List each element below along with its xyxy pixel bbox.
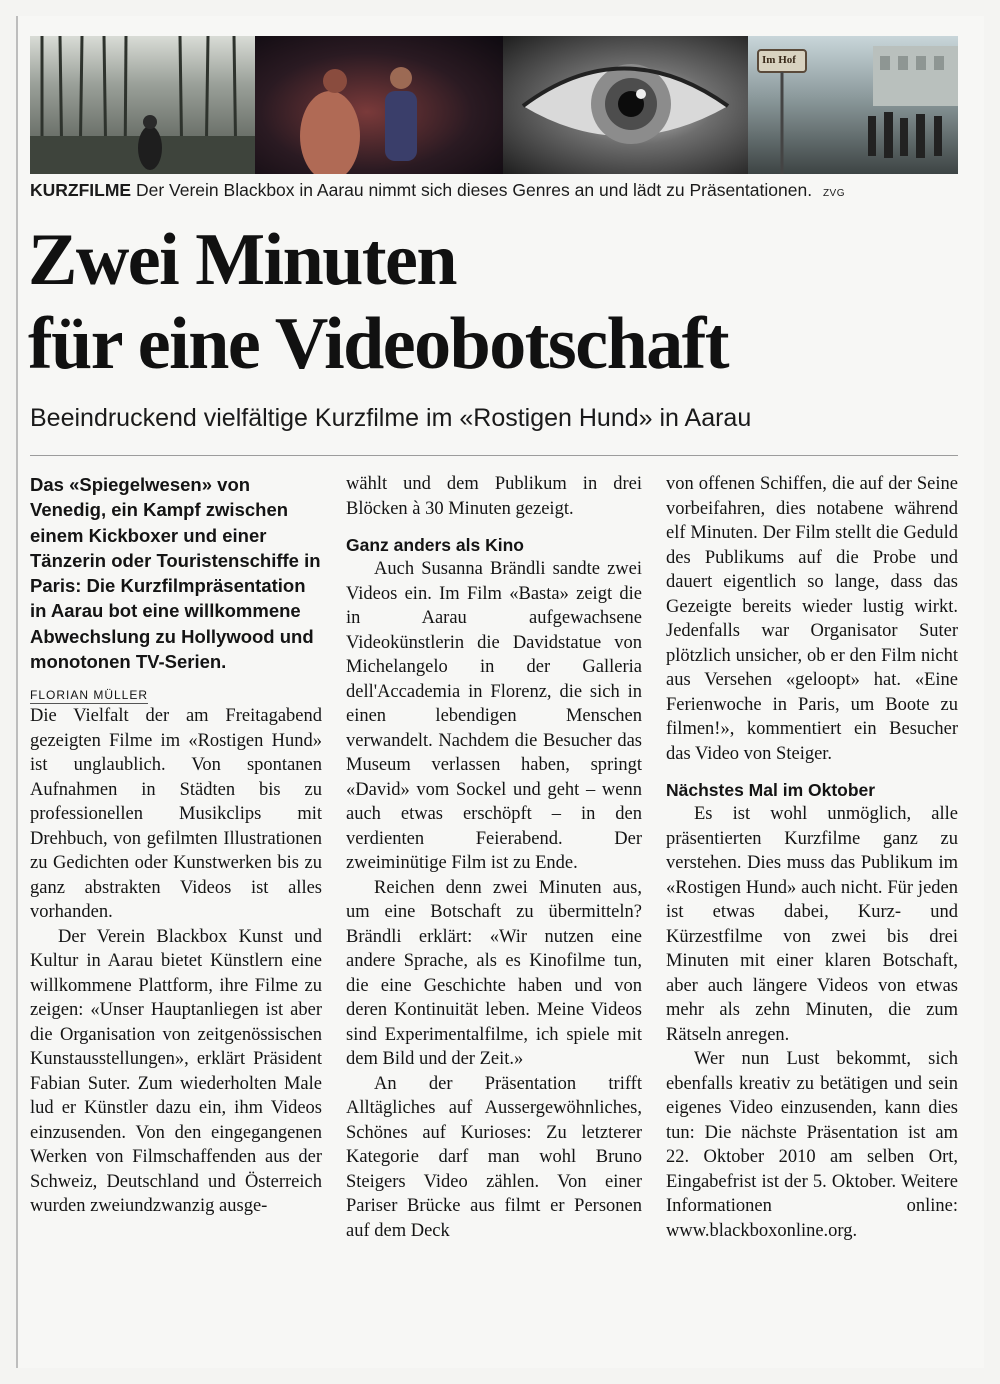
photo-strip — [30, 36, 958, 174]
fighters-illustration — [255, 36, 503, 174]
headline-line-2: für eine Videobotschaft — [28, 303, 729, 385]
photo-caption — [30, 180, 960, 201]
photo-eye — [503, 36, 748, 174]
lead-paragraph: Das «Spiegelwesen» von Venedig, ein Kampf zwischen einem Kickboxer und einer Tänzerin oder Touristenschiffe in Paris: Die Kurzfilmpräsentation in Aarau bot eine willkommene Abwechslung zu Hollywood und monotonen TV-Serien. — [30, 474, 321, 673]
paragraph: wählt und dem Publikum in drei Blöcken à 30 Minuten gezeigt. — [346, 474, 642, 519]
caption-kicker: KURZFILME — [30, 180, 132, 200]
headline — [28, 218, 958, 386]
headline-line-1: Zwei Minuten — [28, 219, 457, 301]
paragraph: Der Verein Blackbox Kunst und Kultur in Aarau bietet Künstlern eine willkommene Plattform, ihre Filme zu zeigen: «Unser Hauptanliegen ist aber die Organisation von zeitgenössischen Kunstausstellungen», erklärt Präsident Fabian Suter. Zum wiederholten Male lud er Künstler dazu ein, ihm Videos einzusenden. Von den eingegangenen Werken von Filmschaffenden aus der Schweiz, Deutschland und Österreich wurden zweiundzwanzig ausge- — [30, 926, 322, 1217]
paragraph: Reichen denn zwei Minuten aus, um eine Botschaft zu übermitteln? Brändli erklärt: «Wir nutzen eine andere Sprache, als es Kinofilme tun, die eine Geschichte haben und von deren Kontinuität leben. Meine Videos sind Experimentalfilme, ich spiele mit dem Bild und der Zeit.» — [346, 877, 642, 1069]
section-heading: Nächstes Mal im Oktober — [666, 780, 876, 800]
section-heading: Ganz anders als Kino — [346, 535, 524, 555]
article-column-2 — [346, 472, 642, 1243]
sign-text: Im Hof — [762, 54, 796, 66]
byline: FLORIAN MÜLLER — [30, 688, 149, 703]
paragraph: Es ist wohl unmöglich, alle präsentierten Kurzfilme ganz zu verstehen. Dies muss das Publikum im «Rostigen Hund» auch nicht. Für jeden ist etwas dabei, Kurz- und Kürzestfilme von zwei bis drei Minuten mit einer klaren Botschaft, aber auch längere Videos von etwas mehr als zehn Minuten, die zum Rätseln anregen. — [666, 804, 958, 1045]
paragraph: von offenen Schiffen, die auf der Seine vorbeifahren, dies notabene während elf Minuten. Der Film stellt die Geduld des Publikums auf die Probe und dauert eigentlich so lange, dass das Gezeigte bereits wieder lustig wirkt. Jedenfalls war Organisator Suter plötzlich unsicher, ob er den Film nicht aus Versehen «geloopt» hat. «Eine Ferienwoche in Paris, um Boote zu filmen!», kommentiert ein Besucher das Video von Steiger. — [666, 474, 958, 764]
eye-illustration — [503, 36, 748, 174]
paragraph: Die Vielfalt der am Freitagabend gezeigten Filme im «Rostigen Hund» ist unglaublich. Von spontanen Aufnahmen in Städten bis zu professionellen Musikclips mit Drehbuch, von gefilmten Illustrationen zu Gedichten oder Kunstwerken bis zu ganz abstrakten Videos ist alles vorhanden. — [30, 706, 322, 923]
article-column-3 — [666, 472, 958, 1243]
subheadline: Beeindruckend vielfältige Kurzfilme im «Rostigen Hund» in Aarau — [30, 404, 752, 432]
paragraph: An der Präsentation trifft Alltägliches auf Aussergewöhnliches, Schönes auf Kurioses: Zu letzterer Kategorie darf man wohl Bruno Steigers Video zählen. Von einer Pariser Brücke aus filmt er Personen auf dem Deck — [346, 1073, 642, 1241]
forest-illustration — [30, 36, 255, 174]
photo-forest — [30, 36, 255, 174]
photo-street-scene — [748, 36, 958, 174]
paragraph: Wer nun Lust bekommt, sich ebenfalls kreativ zu betätigen und sein eigenes Video einzusenden, kann dies tun: Die nächste Präsentation ist am 22. Oktober 2010 am selben Ort, Eingabefrist ist der 5. Oktober. Weitere Informationen online: www.blackboxonline.org. — [666, 1049, 958, 1241]
caption-credit: ZVG — [822, 188, 845, 199]
paragraph: Auch Susanna Brändli sandte zwei Videos ein. Im Film «Basta» zeigt die in Aarau aufgewachsene Videokünstlerin die Davidstatue von Michelangelo in der Galleria dell'Accademia in Florenz, die sich in einen lebendigen Menschen verwandelt. Nachdem die Besucher das Museum verlassen haben, springt «David» vom Sockel und geht – wenn auch etwas erschöpft – in den verdienten Feierabend. Der zweiminütige Film ist zu Ende. — [346, 559, 642, 873]
photo-kickboxer-dancer — [255, 36, 503, 174]
caption-text: Der Verein Blackbox in Aarau nimmt sich dieses Genres an und lädt zu Präsentationen. — [135, 180, 813, 200]
divider — [30, 455, 958, 456]
article-column-1 — [30, 472, 322, 1219]
